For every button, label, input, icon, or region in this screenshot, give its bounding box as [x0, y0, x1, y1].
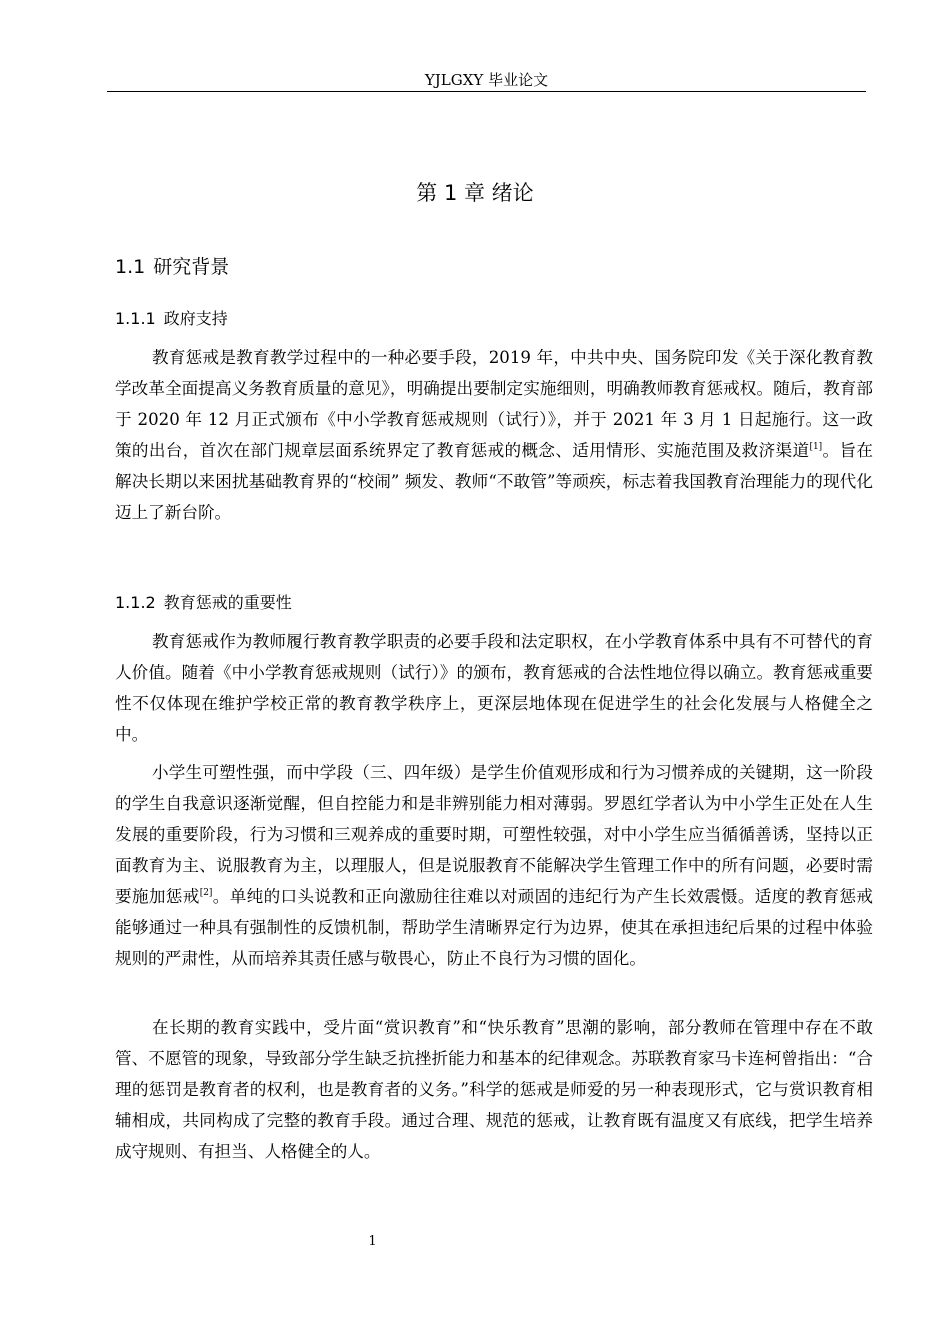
subsection-heading-1 [115, 304, 228, 334]
citation-ref[interactable]: [2] [199, 888, 213, 898]
paragraph-text: 。旨在解决长期以来困扰基础教育界的“校闹” 频发、教师“不敢管”等顽疾，标志着我国教育治理能力的现代化迈上了新台阶。 [115, 441, 873, 522]
subsection-heading-2 [115, 588, 292, 618]
body-paragraph: 在长期的教育实践中，受片面“赏识教育”和“快乐教育”思潮的影响，部分教师在管理中存在不敢管、不愿管的现象，导致部分学生缺乏抗挫折能力和基本的纪律观念。苏联教育家马卡连柯曾指出：“合理的惩罚是教育者的权利，也是教育者的义务。”科学的惩戒是师爱的另一种表现形式，它与赏识教育相辅相成，共同构成了完整的教育手段。通过合理、规范的惩戒，让教育既有温度又有底线，把学生培养成守规则、有担当、人格健全的人。 [115, 1018, 873, 1161]
subsection-title: 政府支持 [163, 309, 228, 328]
body-paragraph [115, 757, 873, 974]
page-header: YJLGXY 毕业论文 [424, 71, 549, 89]
body-paragraph [115, 342, 873, 528]
subsection-number: 1.1.1 [115, 309, 156, 328]
header-divider [107, 91, 866, 92]
section-title: 研究背景 [153, 256, 230, 278]
citation-ref[interactable]: [1] [809, 442, 823, 452]
paragraph-text: 小学生可塑性强，而中学段（三、四年级）是学生价值观形成和行为习惯养成的关键期，这一阶段的学生自我意识逐渐觉醒，但自控能力和是非辨别能力相对薄弱。罗恩红学者认为中小学生正处在人生发展的重要阶段，行为习惯和三观养成的重要时期，可塑性较强，对中小学生应当循循善诱，坚持以正面教育为主、说服教育为主，以理服人，但是说服教育不能解决学生管理工作中的所有问题，必要时需要施加惩戒 [115, 763, 873, 906]
page-number: 1 [368, 1234, 377, 1249]
paragraph-text: 。单纯的口头说教和正向激励往往难以对顽固的违纪行为产生长效震慑。适度的教育惩戒能够通过一种具有强制性的反馈机制，帮助学生清晰界定行为边界，使其在承担违纪后果的过程中体验规则的严肃性，从而培养其责任感与敬畏心，防止不良行为习惯的固化。 [115, 887, 873, 968]
paragraph-text: 教育惩戒是教育教学过程中的一种必要手段，2019 年，中共中央、国务院印发《关于深化教育教学改革全面提高义务教育质量的意见》，明确提出要制定实施细则，明确教师教育惩戒权。随后，教育部于 2020 年 12 月正式颁布《中小学教育惩戒规则（试行）》，并于 2021 年 3 月 1 日起施行。这一政策的出台，首次在部门规章层面系统界定了教育惩戒的概念、适用情形、实施范围及救济渠道 [115, 348, 873, 460]
subsection-number: 1.1.2 [115, 593, 156, 612]
subsection-title: 教育惩戒的重要性 [163, 593, 292, 612]
section-number: 1.1 [115, 256, 146, 278]
body-paragraph: 教育惩戒作为教师履行教育教学职责的必要手段和法定职权，在小学教育体系中具有不可替代的育人价值。随着《中小学教育惩戒规则（试行）》的颁布，教育惩戒的合法性地位得以确立。教育惩戒重要性不仅体现在维护学校正常的教育教学秩序上，更深层地体现在促进学生的社会化发展与人格健全之中。 [115, 632, 873, 744]
chapter-title: 第 1 章 绪论 [416, 181, 534, 205]
section-heading [115, 251, 229, 283]
